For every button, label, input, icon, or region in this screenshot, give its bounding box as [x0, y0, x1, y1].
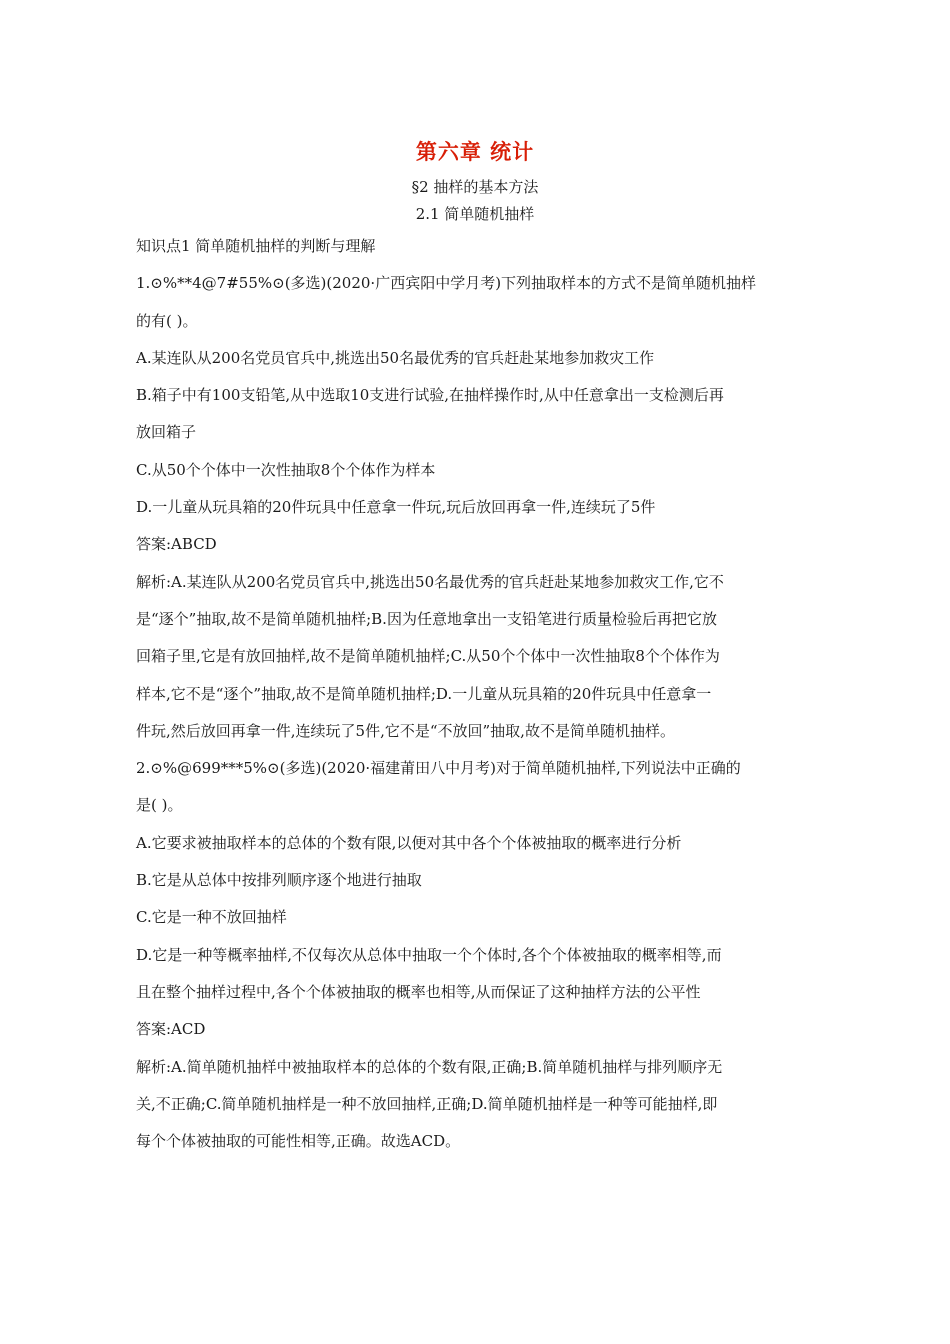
- option-b: B.箱子中有100支铅笔,从中选取10支进行试验,在抽样操作时,从中任意拿出一支检测后再: [136, 386, 724, 405]
- question-2: [136, 750, 812, 1160]
- answer: 答案:ACD: [136, 1020, 206, 1039]
- option-a: A.某连队从200名党员官兵中,挑选出50名最优秀的官兵赶赴某地参加救灾工作: [136, 348, 655, 367]
- analysis-line: 回箱子里,它是有放回抽样,故不是简单随机抽样;C.从50个个体中一次性抽取8个个体作为: [136, 647, 720, 666]
- analysis-line: 关,不正确;C.简单随机抽样是一种不放回抽样,正确;D.简单随机抽样是一种等可能抽样,即: [136, 1094, 718, 1113]
- question-stem-continued: 是( )。: [136, 796, 183, 815]
- option-a: A.它要求被抽取样本的总体的个数有限,以便对其中各个个体被抽取的概率进行分析: [136, 833, 682, 852]
- option-b: B.它是从总体中按排列顺序逐个地进行抽取: [136, 871, 422, 890]
- analysis-line: 件玩,然后放回再拿一件,连续玩了5件,它不是“不放回”抽取,故不是简单随机抽样。: [136, 721, 675, 740]
- question-1: [136, 265, 812, 750]
- analysis-line: 是“逐个”抽取,故不是简单随机抽样;B.因为任意地拿出一支铅笔进行质量检验后再把它放: [136, 609, 717, 628]
- chapter-title: 第六章 统计: [415, 140, 535, 164]
- subsection-title: 2.1 简单随机抽样: [415, 205, 535, 223]
- question-stem: 2.⊙%@699***5%⊙(多选)(2020·福建莆田八中月考)对于简单随机抽样,下列说法中正确的: [136, 759, 741, 778]
- document-body: [136, 228, 812, 1160]
- analysis-line: 解析:A.简单随机抽样中被抽取样本的总体的个数有限,正确;B.简单随机抽样与排列顺序无: [136, 1057, 723, 1076]
- option-c: C.从50个个体中一次性抽取8个个体作为样本: [136, 460, 436, 479]
- knowledge-point-heading: 知识点1 简单随机抽样的判断与理解: [136, 237, 376, 255]
- question-stem: 1.⊙%**4@7#55%⊙(多选)(2020·广西宾阳中学月考)下列抽取样本的方式不是简单随机抽样: [136, 274, 757, 293]
- option-d: D.一儿童从玩具箱的20件玩具中任意拿一件玩,玩后放回再拿一件,连续玩了5件: [136, 498, 656, 517]
- analysis-line: 解析:A.某连队从200名党员官兵中,挑选出50名最优秀的官兵赶赴某地参加救灾工作,它不: [136, 572, 724, 591]
- option-d-continued: 且在整个抽样过程中,各个个体被抽取的概率也相等,从而保证了这种抽样方法的公平性: [136, 982, 701, 1001]
- option-d: D.它是一种等概率抽样,不仅每次从总体中抽取一个个体时,各个个体被抽取的概率相等,而: [136, 945, 722, 964]
- option-c: C.它是一种不放回抽样: [136, 908, 287, 927]
- analysis-line: 每个个体被抽取的可能性相等,正确。故选ACD。: [136, 1132, 461, 1151]
- option-b-continued: 放回箱子: [136, 423, 197, 442]
- answer: 答案:ABCD: [136, 535, 217, 554]
- analysis-line: 样本,它不是“逐个”抽取,故不是简单随机抽样;D.一儿童从玩具箱的20件玩具中任意拿一: [136, 684, 712, 703]
- section-title: §2 抽样的基本方法: [411, 178, 539, 196]
- question-stem-continued: 的有( )。: [136, 311, 198, 330]
